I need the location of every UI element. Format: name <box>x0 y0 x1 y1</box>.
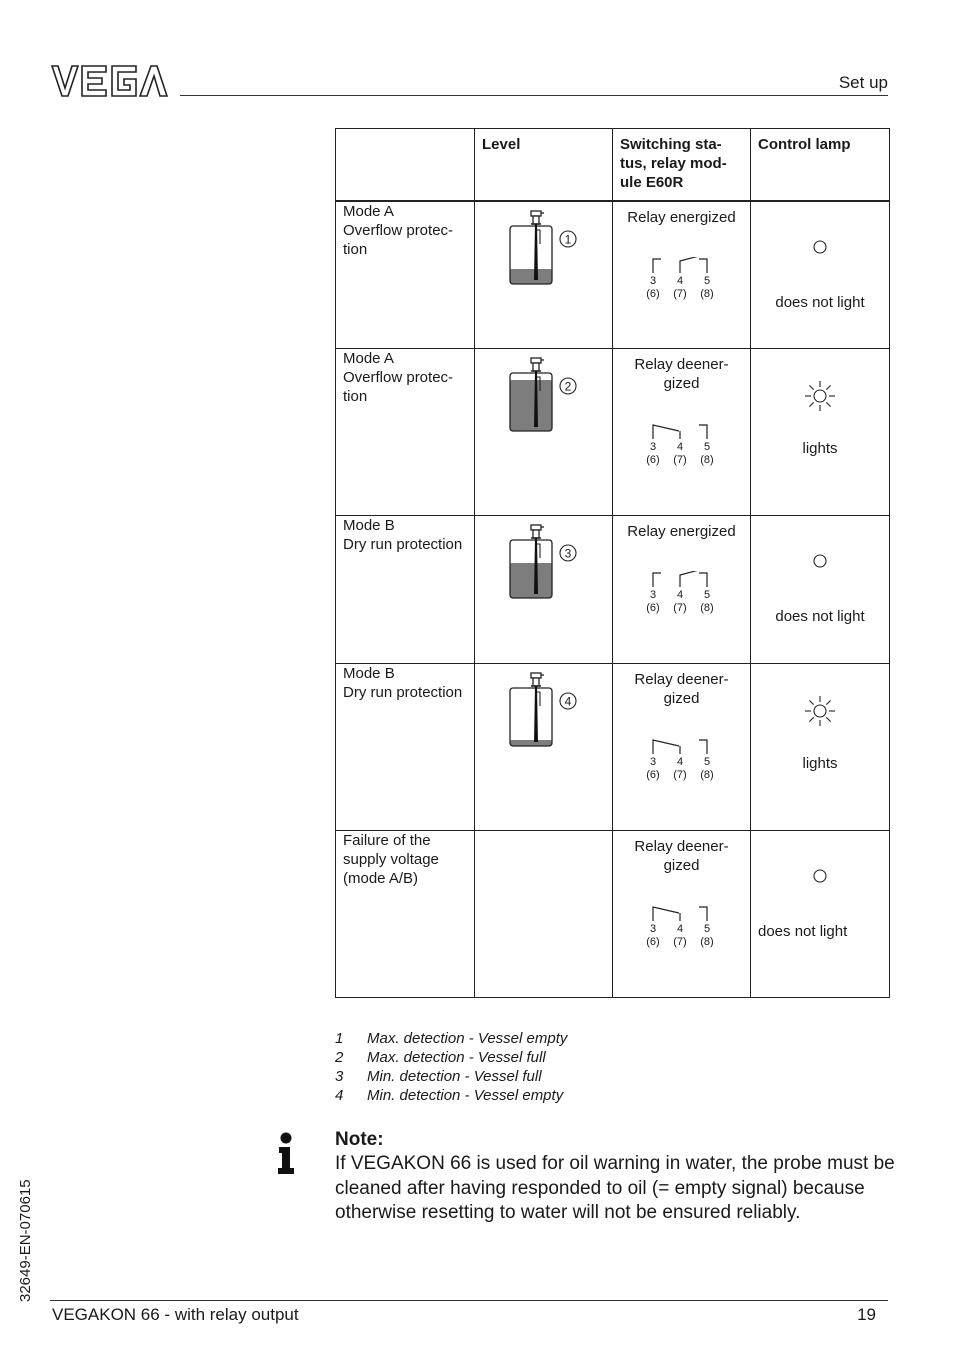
svg-text:5: 5 <box>703 589 711 601</box>
liquid-fill <box>510 380 552 431</box>
legend-item <box>335 1048 567 1067</box>
legend-number: 1 <box>335 1030 344 1047</box>
svg-text:(7): (7) <box>673 769 687 781</box>
svg-text:(7): (7) <box>673 454 687 466</box>
legend-number: 4 <box>335 1087 344 1104</box>
svg-text:4: 4 <box>676 441 684 453</box>
mode-cell: Failure of the supply voltage (mode A/B) <box>336 831 475 998</box>
svg-text:(8): (8) <box>700 454 714 466</box>
lamp-off-icon <box>803 859 837 893</box>
lamp-cell <box>751 349 890 516</box>
lamp-off-icon <box>803 230 837 264</box>
legend <box>335 1029 567 1105</box>
lamp-on-icon <box>803 379 837 413</box>
relay-contact-icon <box>643 905 723 961</box>
switching-cell <box>613 201 751 349</box>
legend-item <box>335 1086 567 1105</box>
legend-text: Max. detection - Vessel full <box>367 1049 546 1066</box>
level-cell <box>475 516 613 664</box>
switching-cell <box>613 831 751 998</box>
note-title: Note: <box>335 1129 384 1150</box>
lamp-cell <box>751 831 890 998</box>
info-icon <box>275 1131 297 1175</box>
legend-number: 3 <box>335 1068 344 1085</box>
svg-text:5: 5 <box>703 923 711 935</box>
svg-text:5: 5 <box>703 441 711 453</box>
liquid-fill <box>510 269 552 284</box>
switching-table <box>335 128 890 998</box>
legend-text: Min. detection - Vessel full <box>367 1068 542 1085</box>
mode-cell: Mode A Overflow protec- tion <box>336 349 475 516</box>
relay-contact-icon <box>643 257 723 313</box>
svg-text:4: 4 <box>676 589 684 601</box>
svg-text:1: 1 <box>564 232 572 246</box>
header-cell-switching: Switching sta- tus, relay mod- ule E60R <box>613 129 751 201</box>
switching-cell <box>613 349 751 516</box>
document-code: 32649-EN-070615 <box>17 1179 34 1302</box>
relay-status-label: Relay energized <box>627 208 736 226</box>
relay-status-label: Relay deener- gized <box>634 838 729 874</box>
svg-text:3: 3 <box>649 756 657 768</box>
relay-status-label: Relay deener- gized <box>634 671 729 707</box>
svg-text:4: 4 <box>564 694 572 709</box>
relay-contact-icon <box>643 571 723 627</box>
table-header-row <box>336 129 890 201</box>
section-title: Set up <box>838 73 888 92</box>
svg-text:(7): (7) <box>673 287 687 300</box>
page-number: 19 <box>857 1305 876 1324</box>
legend-text: Min. detection - Vessel empty <box>367 1087 564 1104</box>
legend-item <box>335 1067 567 1086</box>
lamp-status-text: does not light <box>758 923 848 940</box>
lamp-off-icon <box>803 544 837 578</box>
svg-text:3: 3 <box>564 546 572 561</box>
svg-text:(8): (8) <box>700 287 714 300</box>
svg-text:(8): (8) <box>700 769 714 781</box>
level-marker <box>558 376 578 396</box>
lamp-cell <box>751 201 890 349</box>
svg-text:3: 3 <box>649 923 657 935</box>
lamp-status-text: does not light <box>775 608 865 625</box>
legend-item <box>335 1029 567 1048</box>
table-row <box>336 201 890 349</box>
svg-text:(7): (7) <box>673 602 687 614</box>
svg-text:5: 5 <box>703 756 711 768</box>
table-row <box>336 831 890 998</box>
level-marker <box>558 543 578 563</box>
svg-text:3: 3 <box>649 589 657 601</box>
svg-text:(6): (6) <box>646 602 660 614</box>
svg-text:2: 2 <box>564 379 572 394</box>
svg-text:(6): (6) <box>646 287 660 300</box>
lamp-cell <box>751 664 890 831</box>
level-marker <box>558 691 578 711</box>
switching-cell <box>613 664 751 831</box>
legend-text: Max. detection - Vessel empty <box>367 1030 568 1047</box>
level-cell <box>475 831 613 998</box>
mode-cell: Mode B Dry run protection <box>336 664 475 831</box>
liquid-fill <box>510 740 552 746</box>
svg-text:4: 4 <box>676 923 684 935</box>
svg-text:(6): (6) <box>646 454 660 466</box>
table-row <box>336 664 890 831</box>
header-cell-lamp: Control lamp <box>751 129 890 201</box>
svg-text:(7): (7) <box>673 936 687 948</box>
liquid-fill <box>510 563 552 598</box>
table-row <box>336 516 890 664</box>
switching-cell <box>613 516 751 664</box>
lamp-cell <box>751 516 890 664</box>
product-name: VEGAKON 66 - with relay output <box>52 1305 299 1324</box>
header-rule <box>180 95 888 96</box>
svg-text:(6): (6) <box>646 769 660 781</box>
note-body: If VEGAKON 66 is used for oil warning in water, the probe must be cleaned after having responded to oil (= empty signal) because otherwise resetting to water will not be ensured reliably. <box>335 1153 895 1223</box>
lamp-status-text: lights <box>802 755 838 772</box>
svg-text:3: 3 <box>649 441 657 453</box>
lamp-on-icon <box>803 694 837 728</box>
lamp-status-text: does not light <box>775 293 865 311</box>
svg-text:4: 4 <box>676 756 684 768</box>
mode-cell: Mode B Dry run protection <box>336 516 475 664</box>
relay-contact-icon <box>643 738 723 794</box>
header-cell-mode <box>336 129 475 201</box>
legend-number: 2 <box>335 1049 344 1066</box>
table-row <box>336 349 890 516</box>
relay-status-label: Relay deener- gized <box>634 356 729 392</box>
level-cell <box>475 349 613 516</box>
svg-text:4: 4 <box>676 274 684 287</box>
svg-text:3: 3 <box>649 274 657 287</box>
svg-text:(8): (8) <box>700 936 714 948</box>
level-cell <box>475 664 613 831</box>
footer-rule <box>50 1300 888 1301</box>
relay-status-label: Relay energized <box>627 523 736 540</box>
relay-contact-icon <box>643 423 723 479</box>
header-cell-level: Level <box>475 129 613 201</box>
mode-cell: Mode A Overflow protec- tion <box>336 201 475 349</box>
vega-logo <box>50 64 168 98</box>
svg-text:5: 5 <box>703 274 711 287</box>
lamp-status-text: lights <box>802 440 838 457</box>
svg-text:(8): (8) <box>700 602 714 614</box>
svg-text:(6): (6) <box>646 936 660 948</box>
level-cell <box>475 201 613 349</box>
level-marker <box>558 229 578 249</box>
